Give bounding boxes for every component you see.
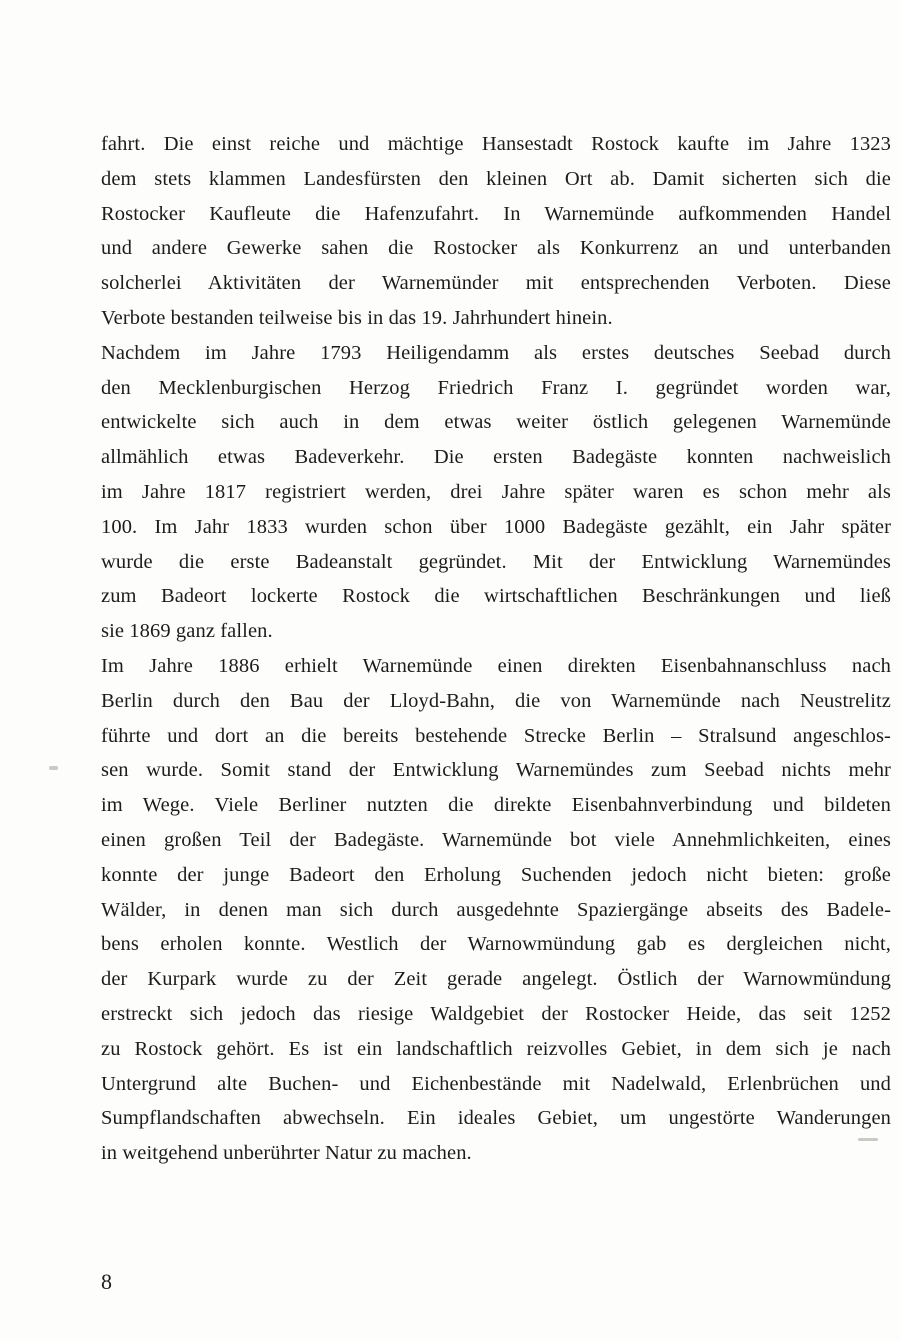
text-line: bens erholen konnte. Westlich der Warnowmündung gab es dergleichen nicht,: [101, 933, 891, 956]
paragraph-1: [101, 127, 891, 336]
text-line: Untergrund alte Buchen- und Eichenbestände mit Nadelwald, Erlenbrüchen und: [101, 1072, 891, 1095]
text-line: im Jahre 1817 registriert werden, drei Jahre später waren es schon mehr als: [101, 480, 891, 503]
text-line: wurde die erste Badeanstalt gegründet. Mit der Entwicklung Warnemündes: [101, 550, 891, 573]
text-line: den Mecklenburgischen Herzog Friedrich Franz I. gegründet worden war,: [101, 376, 891, 399]
text-line: erstreckt sich jedoch das riesige Waldgebiet der Rostocker Heide, das seit 1252: [101, 1002, 891, 1025]
text-line: 100. Im Jahr 1833 wurden schon über 1000 Badegäste gezählt, ein Jahr später: [101, 515, 891, 538]
text-line: allmählich etwas Badeverkehr. Die ersten Badegäste konnten nachweislich: [101, 446, 891, 469]
text-line: Berlin durch den Bau der Lloyd-Bahn, die von Warnemünde nach Neustrelitz: [101, 689, 891, 712]
scan-artifact: [49, 766, 58, 770]
text-line: zu Rostock gehört. Es ist ein landschaftlich reizvolles Gebiet, in dem sich je nach: [101, 1037, 891, 1060]
paragraph-3: [101, 649, 891, 1171]
text-line: solcherlei Aktivitäten der Warnemünder mit entsprechenden Verboten. Diese: [101, 272, 891, 295]
scan-artifact: [858, 1138, 878, 1141]
text-line: sie 1869 ganz fallen.: [101, 620, 273, 643]
text-line: Verbote bestanden teilweise bis in das 19. Jahrhundert hinein.: [101, 306, 613, 329]
text-line: Rostocker Kaufleute die Hafenzufahrt. In Warnemünde aufkommenden Handel: [101, 202, 891, 225]
text-line: entwickelte sich auch in dem etwas weiter östlich gelegenen Warnemünde: [101, 411, 891, 434]
text-line: sen wurde. Somit stand der Entwicklung Warnemündes zum Seebad nichts mehr: [101, 759, 891, 782]
paragraph-2: [101, 336, 891, 649]
text-line: in weitgehend unberührter Natur zu machen.: [101, 1142, 472, 1165]
text-line: im Wege. Viele Berliner nutzten die direkte Eisenbahnverbindung und bildeten: [101, 794, 891, 817]
text-line: und andere Gewerke sahen die Rostocker als Konkurrenz an und unterbanden: [101, 237, 891, 260]
text-line: Sumpflandschaften abwechseln. Ein ideales Gebiet, um ungestörte Wanderungen: [101, 1107, 891, 1130]
text-line: Im Jahre 1886 erhielt Warnemünde einen direkten Eisenbahnanschluss nach: [101, 654, 891, 677]
text-line: Wälder, in denen man sich durch ausgedehnte Spaziergänge abseits des Badele-: [101, 898, 891, 921]
text-line: der Kurpark wurde zu der Zeit gerade angelegt. Östlich der Warnowmündung: [101, 968, 891, 991]
text-line: Nachdem im Jahre 1793 Heiligendamm als erstes deutsches Seebad durch: [101, 341, 891, 364]
text-line: konnte der junge Badeort den Erholung Suchenden jedoch nicht bieten: große: [101, 863, 891, 886]
page-number: 8: [101, 1269, 112, 1294]
body-text: [101, 127, 891, 1171]
text-line: dem stets klammen Landesfürsten den kleinen Ort ab. Damit sicherten sich die: [101, 167, 891, 190]
text-line: führte und dort an die bereits bestehende Strecke Berlin – Stralsund angeschlos-: [101, 724, 891, 747]
text-line: zum Badeort lockerte Rostock die wirtschaftlichen Beschränkungen und ließ: [101, 585, 891, 608]
text-line: einen großen Teil der Badegäste. Warnemünde bot viele Annehmlichkeiten, eines: [101, 828, 891, 851]
text-line: fahrt. Die einst reiche und mächtige Hansestadt Rostock kaufte im Jahre 1323: [101, 133, 891, 155]
